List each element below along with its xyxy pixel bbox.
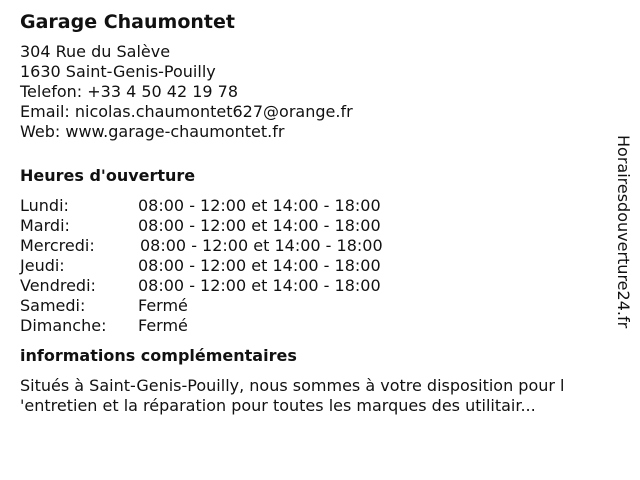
email-line: Email: nicolas.chaumontet627@orange.fr [20,102,353,121]
hours-time: Fermé [138,316,188,335]
hours-day: Vendredi: [20,276,96,295]
site-watermark [613,135,633,345]
hours-time: 08:00 - 12:00 et 14:00 - 18:00 [138,276,381,295]
address-street: 304 Rue du Salève [20,42,171,61]
hours-day: Jeudi: [20,256,65,275]
hours-time: 08:00 - 12:00 et 14:00 - 18:00 [138,256,381,275]
hours-day: Samedi: [20,296,86,315]
hours-row-wednesday [20,236,620,256]
hours-row-saturday [20,296,620,316]
hours-day: Mercredi: [20,236,95,255]
watermark-text: Horairesdouverture24.fr [614,135,633,329]
business-card [20,10,620,416]
phone-line: Telefon: +33 4 50 42 19 78 [20,82,239,101]
web-line: Web: www.garage-chaumontet.fr [20,122,285,141]
info-text-line1: Situés à Saint-Genis-Pouilly, nous sommes à votre disposition pour l [20,376,565,395]
hours-day: Lundi: [20,196,69,215]
info-text-line2: 'entretien et la réparation pour toutes les marques des utilitair... [20,396,536,415]
hours-row-sunday [20,316,620,336]
hours-time: 08:00 - 12:00 et 14:00 - 18:00 [138,216,381,235]
info-heading: informations complémentaires [20,346,297,365]
hours-table [20,196,620,336]
info-text [20,376,620,416]
hours-row-tuesday [20,216,620,236]
business-name: Garage Chaumontet [20,11,235,33]
hours-heading: Heures d'ouverture [20,166,196,185]
hours-day: Mardi: [20,216,70,235]
hours-row-thursday [20,256,620,276]
hours-time: Fermé [138,296,188,315]
hours-row-monday [20,196,620,216]
hours-time: 08:00 - 12:00 et 14:00 - 18:00 [138,196,381,215]
hours-time: 08:00 - 12:00 et 14:00 - 18:00 [140,236,383,255]
address-city: 1630 Saint-Genis-Pouilly [20,62,216,81]
hours-row-friday [20,276,620,296]
hours-day: Dimanche: [20,316,107,335]
